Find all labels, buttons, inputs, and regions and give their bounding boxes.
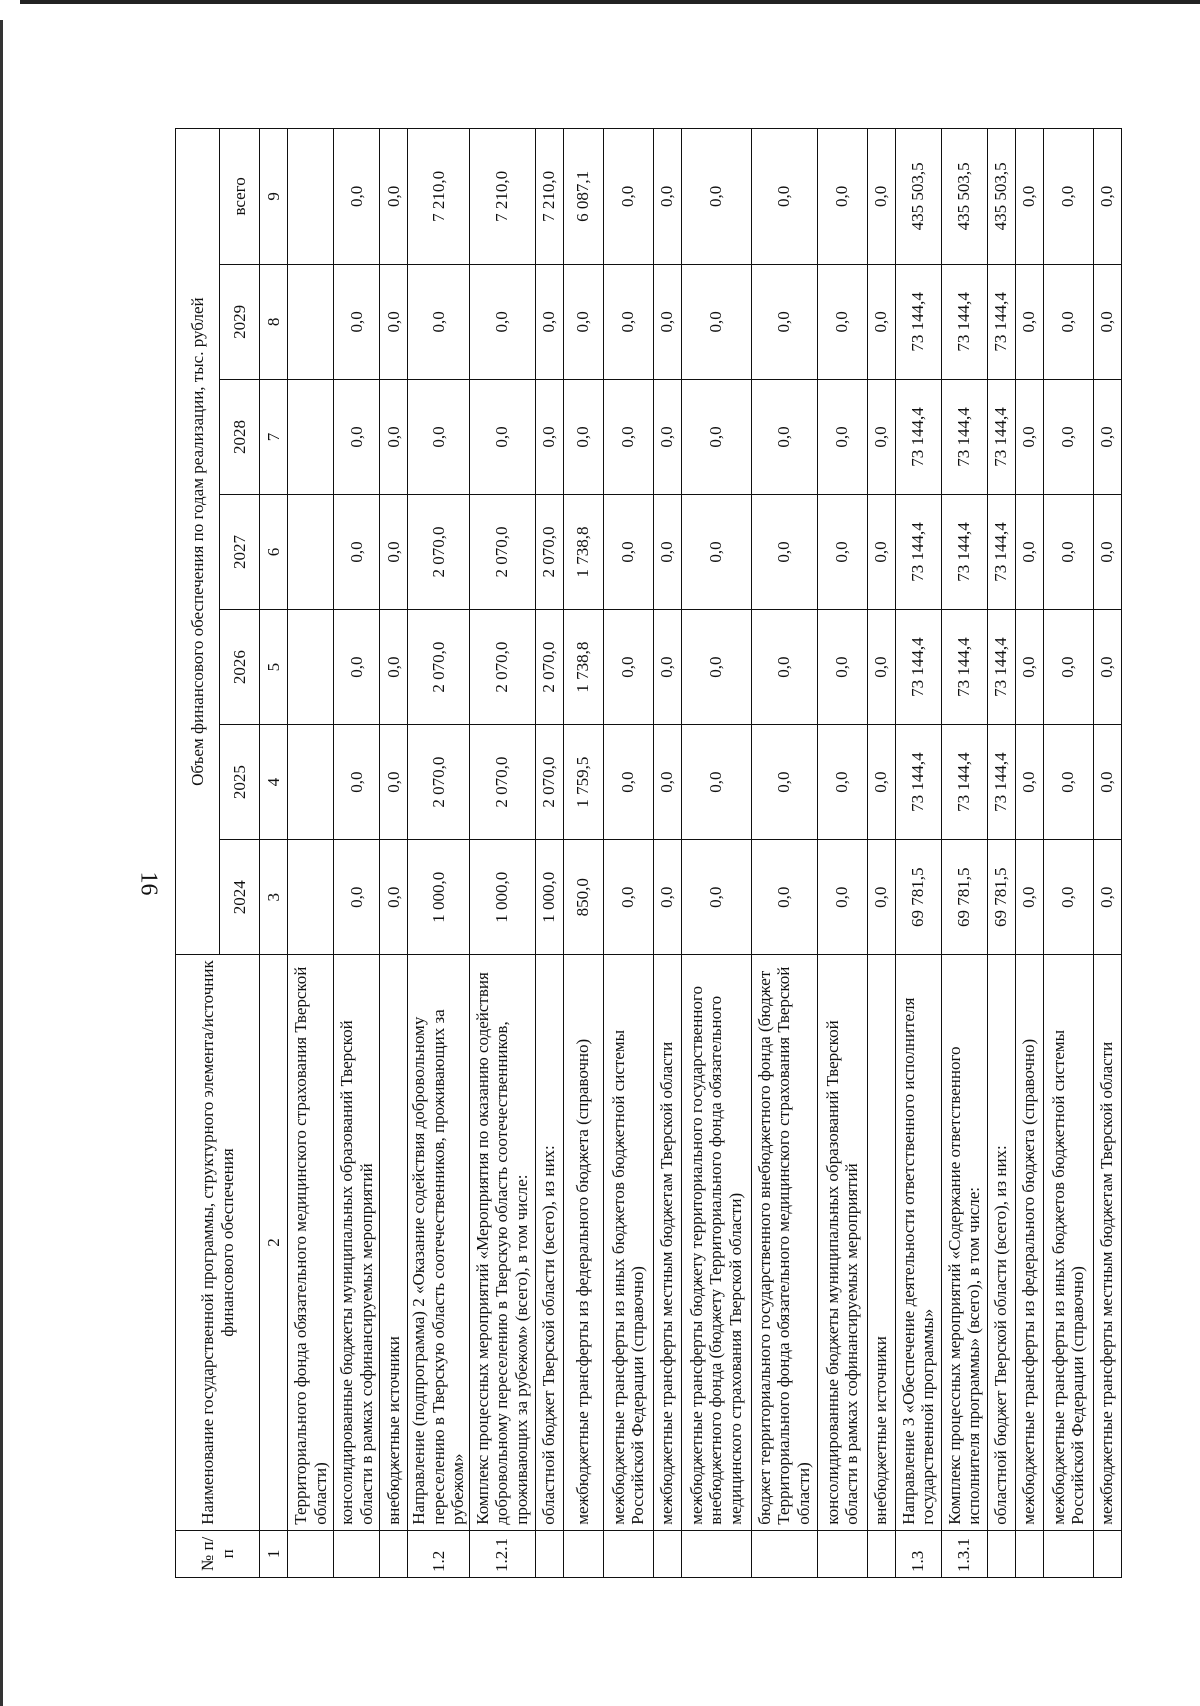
year-value-cell: 0,0 [867,610,895,725]
col-no-header: № п/п [176,1530,260,1577]
total-value-cell: 0,0 [380,129,408,265]
year-value-cell [288,379,334,494]
year-value-cell: 2 070,0 [408,610,470,725]
table-row [288,129,334,1578]
year-header: 2028 [220,379,260,494]
year-value-cell: 0,0 [334,725,380,840]
total-value-cell: 7 210,0 [535,129,563,265]
row-name-cell: межбюджетные трансферты местным бюджетам Тверской области [653,955,681,1530]
year-value-cell: 73 144,4 [941,725,987,840]
year-value-cell: 0,0 [563,264,603,379]
row-name-cell: межбюджетные трансферты из иных бюджетов бюджетной системы Российской Федерации (справочно) [603,955,653,1530]
row-name-cell: Направление 3 «Обеспечение деятельности ответственного исполнителя государственной программы» [895,955,941,1530]
year-header: 2027 [220,494,260,609]
year-value-cell: 0,0 [603,610,653,725]
year-value-cell: 69 781,5 [941,840,987,955]
year-value-cell: 0,0 [817,379,867,494]
year-value-cell: 0,0 [653,610,681,725]
year-value-cell: 0,0 [653,840,681,955]
table-row [535,129,563,1578]
year-value-cell: 0,0 [817,494,867,609]
year-value-cell: 0,0 [1015,610,1043,725]
year-value-cell: 0,0 [817,725,867,840]
row-name-cell: консолидированные бюджеты муниципальных образований Тверской области в рамках софинансируемых мероприятий [334,955,380,1530]
table-row [603,129,653,1578]
year-value-cell: 2 070,0 [469,610,535,725]
total-value-cell: 6 087,1 [563,129,603,265]
year-value-cell: 0,0 [751,264,817,379]
year-value-cell: 0,0 [1043,840,1093,955]
row-number-cell [603,1530,653,1577]
year-value-cell: 0,0 [334,264,380,379]
year-value-cell: 0,0 [603,725,653,840]
table-row [751,129,817,1578]
year-value-cell: 0,0 [681,725,751,840]
year-value-cell: 0,0 [603,840,653,955]
total-value-cell: 0,0 [1043,129,1093,265]
row-number-cell [867,1530,895,1577]
row-name-cell: консолидированные бюджеты муниципальных образований Тверской области в рамках софинансируемых мероприятий [817,955,867,1530]
year-value-cell: 73 144,4 [895,494,941,609]
row-name-cell: Территориального фонда обязательного медицинского страхования Тверской области) [288,955,334,1530]
year-value-cell: 0,0 [1043,494,1093,609]
year-value-cell: 0,0 [653,264,681,379]
total-value-cell: 0,0 [603,129,653,265]
row-name-cell: межбюджетные трансферты из федерального бюджета (справочно) [1015,955,1043,1530]
column-number: 7 [260,379,288,494]
year-value-cell: 0,0 [1043,725,1093,840]
row-number-cell [751,1530,817,1577]
row-number-cell [334,1530,380,1577]
year-value-cell: 0,0 [681,264,751,379]
year-value-cell: 0,0 [817,264,867,379]
table-head [176,129,288,1578]
year-value-cell: 0,0 [867,494,895,609]
total-value-cell: 7 210,0 [408,129,470,265]
table-row [987,129,1015,1578]
col-volume-header: Объем финансового обеспечения по годам реализации, тыс. рублей [176,129,220,955]
row-name-cell: межбюджетные трансферты из иных бюджетов бюджетной системы Российской Федерации (справочно) [1043,955,1093,1530]
year-value-cell: 0,0 [1043,379,1093,494]
table-row [1093,129,1121,1578]
year-value-cell: 1 738,8 [563,494,603,609]
table-row [1043,129,1093,1578]
row-name-cell: Направление (подпрограмма) 2 «Оказание содействия добровольному переселению в Тверскую область соотечественников, проживающих за рубежом» [408,955,470,1530]
total-header: всего [220,129,260,265]
scan-edge-left [0,20,3,1706]
year-value-cell: 0,0 [867,379,895,494]
year-value-cell: 1 738,8 [563,610,603,725]
total-value-cell: 7 210,0 [469,129,535,265]
year-value-cell: 0,0 [334,379,380,494]
year-value-cell: 0,0 [1015,264,1043,379]
row-number-cell [380,1530,408,1577]
year-value-cell: 2 070,0 [469,494,535,609]
year-value-cell: 0,0 [681,610,751,725]
year-header: 2024 [220,840,260,955]
year-value-cell: 0,0 [867,725,895,840]
year-value-cell: 0,0 [1043,264,1093,379]
year-value-cell: 0,0 [469,264,535,379]
row-number-cell [563,1530,603,1577]
year-value-cell: 0,0 [751,840,817,955]
column-number: 8 [260,264,288,379]
year-value-cell [288,840,334,955]
year-value-cell: 69 781,5 [987,840,1015,955]
year-value-cell: 0,0 [681,379,751,494]
year-value-cell: 0,0 [653,379,681,494]
year-value-cell: 73 144,4 [987,494,1015,609]
row-name-cell: областной бюджет Тверской области (всего), из них: [987,955,1015,1530]
year-value-cell: 0,0 [1015,840,1043,955]
year-value-cell: 73 144,4 [895,264,941,379]
column-number: 2 [260,955,288,1530]
year-value-cell: 2 070,0 [535,494,563,609]
year-value-cell: 2 070,0 [469,725,535,840]
column-number: 1 [260,1530,288,1577]
year-value-cell: 0,0 [563,379,603,494]
year-value-cell: 0,0 [867,840,895,955]
row-name-cell: межбюджетные трансферты местным бюджетам Тверской области [1093,955,1121,1530]
total-value-cell: 0,0 [653,129,681,265]
year-value-cell: 0,0 [1093,379,1121,494]
row-number-cell [987,1530,1015,1577]
year-value-cell: 0,0 [817,840,867,955]
column-number: 4 [260,725,288,840]
year-value-cell: 0,0 [817,610,867,725]
year-value-cell: 0,0 [535,264,563,379]
year-value-cell: 1 000,0 [535,840,563,955]
year-value-cell: 0,0 [380,379,408,494]
year-value-cell: 0,0 [535,379,563,494]
year-value-cell: 0,0 [603,379,653,494]
row-name-cell: внебюджетные источники [380,955,408,1530]
year-value-cell: 850,0 [563,840,603,955]
year-value-cell: 0,0 [1093,610,1121,725]
year-value-cell: 1 000,0 [408,840,470,955]
col-name-header: Наименование государственной программы, структурного элемента/источник финансового обеспечения [176,955,260,1530]
year-value-cell: 0,0 [1093,840,1121,955]
year-value-cell: 0,0 [380,264,408,379]
year-value-cell: 0,0 [1015,494,1043,609]
table-row [681,129,751,1578]
table-row [334,129,380,1578]
year-value-cell: 73 144,4 [987,610,1015,725]
year-value-cell: 0,0 [603,264,653,379]
year-value-cell [288,494,334,609]
year-value-cell: 2 070,0 [535,610,563,725]
row-number-cell: 1.2.1 [469,1530,535,1577]
year-value-cell: 73 144,4 [941,379,987,494]
total-value-cell: 435 503,5 [895,129,941,265]
table-row [469,129,535,1578]
year-header: 2029 [220,264,260,379]
year-value-cell: 1 000,0 [469,840,535,955]
table-row [653,129,681,1578]
year-value-cell: 0,0 [751,610,817,725]
total-value-cell: 0,0 [681,129,751,265]
year-value-cell: 0,0 [1093,725,1121,840]
column-number: 6 [260,494,288,609]
rotated-sheet [175,128,1117,1578]
row-number-cell: 1.3.1 [941,1530,987,1577]
table-row [380,129,408,1578]
year-header: 2026 [220,610,260,725]
year-value-cell: 0,0 [653,494,681,609]
year-value-cell: 0,0 [408,264,470,379]
year-value-cell: 0,0 [380,840,408,955]
year-value-cell: 0,0 [681,840,751,955]
row-name-cell: внебюджетные источники [867,955,895,1530]
year-value-cell: 73 144,4 [941,494,987,609]
table-row [867,129,895,1578]
year-value-cell: 73 144,4 [941,610,987,725]
scan-edge-top [20,0,1200,4]
year-value-cell: 2 070,0 [408,494,470,609]
year-value-cell [288,264,334,379]
year-value-cell: 2 070,0 [535,725,563,840]
year-value-cell: 69 781,5 [895,840,941,955]
total-value-cell: 435 503,5 [941,129,987,265]
year-value-cell: 2 070,0 [408,725,470,840]
row-number-cell [681,1530,751,1577]
row-number-cell [817,1530,867,1577]
year-value-cell: 73 144,4 [941,264,987,379]
row-name-cell: Комплекс процессных мероприятий «Содержание ответственного исполнителя программы» (всего), в том числе: [941,955,987,1530]
column-number: 9 [260,129,288,265]
year-value-cell [288,610,334,725]
year-value-cell: 0,0 [1015,725,1043,840]
row-name-cell: межбюджетные трансферты из федерального бюджета (справочно) [563,955,603,1530]
year-value-cell: 0,0 [380,725,408,840]
year-value-cell: 0,0 [469,379,535,494]
total-value-cell: 435 503,5 [987,129,1015,265]
year-value-cell: 0,0 [1093,264,1121,379]
column-number-row [260,129,288,1578]
row-number-cell [1015,1530,1043,1577]
table-row [408,129,470,1578]
year-value-cell: 0,0 [334,610,380,725]
table-row [895,129,941,1578]
row-number-cell [535,1530,563,1577]
year-value-cell: 0,0 [681,494,751,609]
row-name-cell: Комплекс процессных мероприятий «Мероприятия по оказанию содействия добровольному переселению в Тверскую область соотечественников, проживающих за рубежом» (всего), в том числе: [469,955,535,1530]
total-value-cell: 0,0 [867,129,895,265]
year-value-cell: 73 144,4 [895,379,941,494]
year-value-cell: 0,0 [1093,494,1121,609]
row-name-cell: бюджет территориального государственного внебюджетного фонда (бюджет Территориального фонда обязательного медицинского страхования Тверской области) [751,955,817,1530]
total-value-cell: 0,0 [751,129,817,265]
year-value-cell: 1 759,5 [563,725,603,840]
total-value-cell: 0,0 [817,129,867,265]
year-header: 2025 [220,725,260,840]
year-value-cell: 0,0 [334,494,380,609]
total-value-cell [288,129,334,265]
table-row [941,129,987,1578]
row-number-cell [1043,1530,1093,1577]
year-value-cell: 0,0 [408,379,470,494]
row-number-cell [653,1530,681,1577]
row-name-cell: областной бюджет Тверской области (всего), из них: [535,955,563,1530]
year-value-cell: 0,0 [751,725,817,840]
row-number-cell [1093,1530,1121,1577]
year-value-cell: 0,0 [751,494,817,609]
column-number: 3 [260,840,288,955]
year-value-cell: 0,0 [1043,610,1093,725]
year-value-cell: 0,0 [380,610,408,725]
table-body [288,129,1122,1578]
table-row [1015,129,1043,1578]
row-number-cell: 1.2 [408,1530,470,1577]
year-value-cell: 0,0 [380,494,408,609]
year-value-cell: 0,0 [334,840,380,955]
year-value-cell: 0,0 [1015,379,1043,494]
row-number-cell: 1.3 [895,1530,941,1577]
total-value-cell: 0,0 [334,129,380,265]
table-row [563,129,603,1578]
year-value-cell: 0,0 [751,379,817,494]
page-number: 16 [135,871,162,896]
year-value-cell: 73 144,4 [987,264,1015,379]
year-value-cell: 0,0 [653,725,681,840]
funding-table [175,128,1122,1578]
year-value-cell: 73 144,4 [895,610,941,725]
column-number: 5 [260,610,288,725]
year-value-cell: 73 144,4 [987,725,1015,840]
table-row [817,129,867,1578]
total-value-cell: 0,0 [1093,129,1121,265]
year-value-cell: 73 144,4 [987,379,1015,494]
year-value-cell: 0,0 [867,264,895,379]
row-number-cell [288,1530,334,1577]
total-value-cell: 0,0 [1015,129,1043,265]
year-value-cell [288,725,334,840]
row-name-cell: межбюджетные трансферты бюджету территориального государственного внебюджетного фонда (бюджету Территориального фонда обязательного медицинского страхования Тверской области) [681,955,751,1530]
year-value-cell: 73 144,4 [895,725,941,840]
year-value-cell: 0,0 [603,494,653,609]
